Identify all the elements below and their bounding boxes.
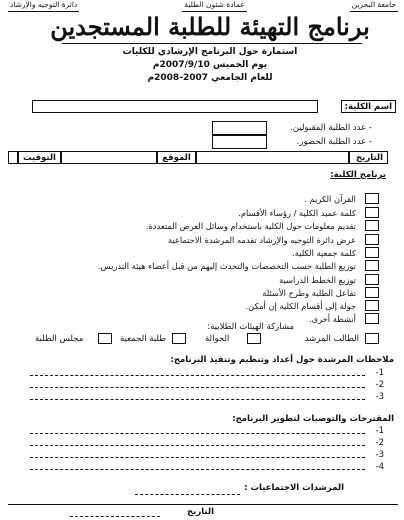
suggestions-line[interactable]	[30, 457, 365, 458]
program-checkbox[interactable]	[365, 207, 379, 218]
student-body-checkbox[interactable]	[98, 333, 112, 344]
suggestions-line[interactable]	[30, 445, 365, 446]
program-checkbox[interactable]	[365, 274, 379, 285]
notes-heading: ملاحظات المرشدة حول أعداد وتنظيم وتنفيذ البرنامج:	[170, 355, 394, 365]
location-field[interactable]	[61, 151, 157, 164]
title-underline	[62, 43, 362, 44]
accepted-count-label: - عدد الطلبة المقبولين.	[290, 123, 372, 133]
college-name-label: اسم الكلية:	[341, 100, 396, 113]
program-checkbox[interactable]	[365, 247, 379, 258]
program-item: أنشطة أخرى.	[308, 314, 356, 324]
program-heading: برنامج الكلية:	[330, 170, 386, 180]
line-number: -4	[375, 462, 384, 472]
student-body-label: مجلس الطلبة	[35, 334, 84, 344]
program-checkbox[interactable]	[365, 313, 379, 324]
program-item: عرض دائرة التوجيه والإرشاد تقدمه المرشدة الاجتماعية	[167, 235, 356, 245]
program-item: توزيع الطلبة حسب التخصصات والتحدث إليهم من قبل أعضاء هيئة التدريس.	[97, 261, 356, 271]
counselors-signature-label: المرشدات الاجتماعيات :	[244, 483, 344, 493]
date-signature-label: التاريخ	[187, 507, 214, 517]
program-item: كلمة عميد الكلية / رؤساء الأقسام.	[238, 208, 356, 218]
form-date: يوم الخميس 2007/9/10م	[152, 60, 268, 70]
suggestions-line[interactable]	[30, 469, 365, 470]
student-body-label: الطالب المرشد	[304, 334, 359, 344]
line-number: -1	[375, 426, 384, 436]
line-number: -2	[375, 438, 384, 448]
attending-count-label: - عدد الطلبة الحضور.	[296, 137, 372, 147]
program-checkbox[interactable]	[365, 260, 379, 271]
date-signature-line[interactable]	[70, 516, 160, 517]
program-checkbox[interactable]	[365, 287, 379, 298]
student-bodies-heading: مشاركة الهيئات الطلابية:	[207, 322, 294, 332]
header-row	[8, 0, 398, 12]
program-item: كلمة جمعية الكلية.	[292, 248, 356, 258]
student-body-checkbox[interactable]	[247, 333, 261, 344]
notes-line[interactable]	[30, 399, 365, 400]
program-item: تقديم معلومات حول الكلية باستخدام وسائل العرض المتعددة.	[145, 221, 356, 231]
program-item: القرآن الكريم .	[304, 194, 356, 204]
university-name: جامعة البحرين	[350, 0, 398, 12]
program-item: تفاعل الطلبة وطرح الأسئلة	[262, 288, 356, 298]
date-field[interactable]	[196, 151, 350, 164]
line-number: -2	[375, 380, 384, 390]
program-checkbox[interactable]	[365, 300, 379, 311]
student-body-label: الجوالة	[205, 334, 230, 344]
bottom-divider	[8, 504, 398, 505]
notes-line[interactable]	[30, 375, 365, 376]
line-number: -1	[375, 368, 384, 378]
counselors-signature-line[interactable]	[135, 494, 240, 495]
student-body-checkbox[interactable]	[172, 333, 186, 344]
accepted-count-field[interactable]	[212, 121, 267, 135]
college-name-field[interactable]	[32, 100, 318, 113]
page-title: برنامج التهيئة للطلبة المستجدين	[50, 12, 370, 41]
program-checkbox[interactable]	[365, 234, 379, 245]
schedule-grid	[8, 151, 388, 164]
student-body-label: طلبة الجمعية	[120, 334, 166, 344]
timing-header: التوقيت	[18, 151, 61, 164]
line-number: -3	[375, 392, 384, 402]
program-item: جولة إلى أقسام الكلية إن أمكن.	[245, 301, 356, 311]
program-checkbox[interactable]	[365, 220, 379, 231]
academic-year: للعام الجامعي 2007-2008م	[147, 73, 273, 83]
form-title: استمارة حول البرنامج الإرشادي للكليات	[122, 47, 298, 57]
attending-count-field[interactable]	[212, 135, 267, 149]
timing-field[interactable]	[8, 151, 18, 164]
notes-line[interactable]	[30, 387, 365, 388]
student-body-checkbox[interactable]	[365, 333, 379, 344]
location-header: الموقع	[157, 151, 196, 164]
department-name: دائرة التوجيه والإرشاد	[8, 0, 79, 12]
date-header: التاريخ	[349, 151, 388, 164]
deanship-name: عمادة شئون الطلبة	[182, 0, 246, 12]
suggestions-heading: المقترحات والتوصيات لتطوير البرنامج:	[232, 414, 394, 424]
program-item: توزيع الخطط الدراسية	[279, 275, 356, 285]
program-checkbox[interactable]	[365, 193, 379, 204]
line-number: -3	[375, 450, 384, 460]
suggestions-line[interactable]	[30, 433, 365, 434]
